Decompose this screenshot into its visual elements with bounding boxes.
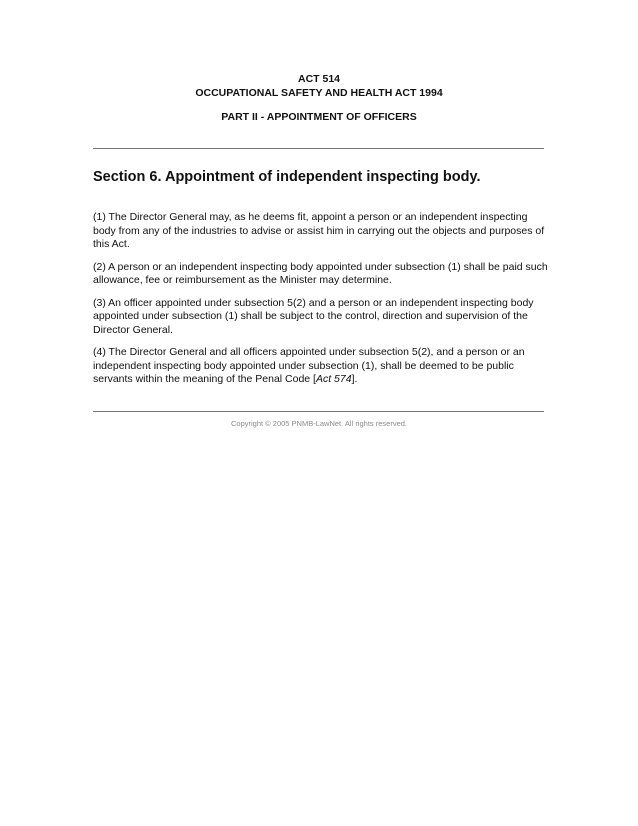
- act-title: OCCUPATIONAL SAFETY AND HEALTH ACT 1994: [195, 87, 443, 99]
- penal-code-reference: Act 574: [315, 373, 352, 385]
- paragraph-4: [93, 346, 553, 387]
- section-body: [93, 211, 553, 396]
- paragraph-1: (1) The Director General may, as he deems fit, appoint a person or an independent inspecting body from any of the industries to advise or assist him in carrying out the objects and purposes of this Act.: [93, 211, 545, 250]
- top-divider: [93, 148, 544, 149]
- paragraph-3: (3) An officer appointed under subsection 5(2) and a person or an independent inspecting body appointed under subsection (1) shall be subject to the control, direction and supervision of the Director General.: [93, 296, 534, 336]
- section-title: Section 6. Appointment of independent inspecting body.: [93, 169, 481, 185]
- act-number: ACT 514: [297, 73, 340, 85]
- copyright-footer: Copyright © 2005 PNMB-LawNet. All rights reserved.: [230, 419, 407, 428]
- paragraph-4-end: ].: [351, 373, 358, 385]
- bottom-divider: [93, 411, 544, 412]
- paragraph-2: (2) A person or an independent inspecting body appointed under subsection (1) shall be paid such allowance, fee or reimbursement as the Minister may determine.: [93, 260, 548, 286]
- paragraph-4-text: (4) The Director General and all officers appointed under subsection 5(2), and a person or an independent inspecting body appointed under subsection (1), shall be deemed to be public servants within the meaning of the Penal Code [: [93, 346, 525, 385]
- part-title: PART II - APPOINTMENT OF OFFICERS: [221, 111, 417, 123]
- document-header: [0, 72, 638, 124]
